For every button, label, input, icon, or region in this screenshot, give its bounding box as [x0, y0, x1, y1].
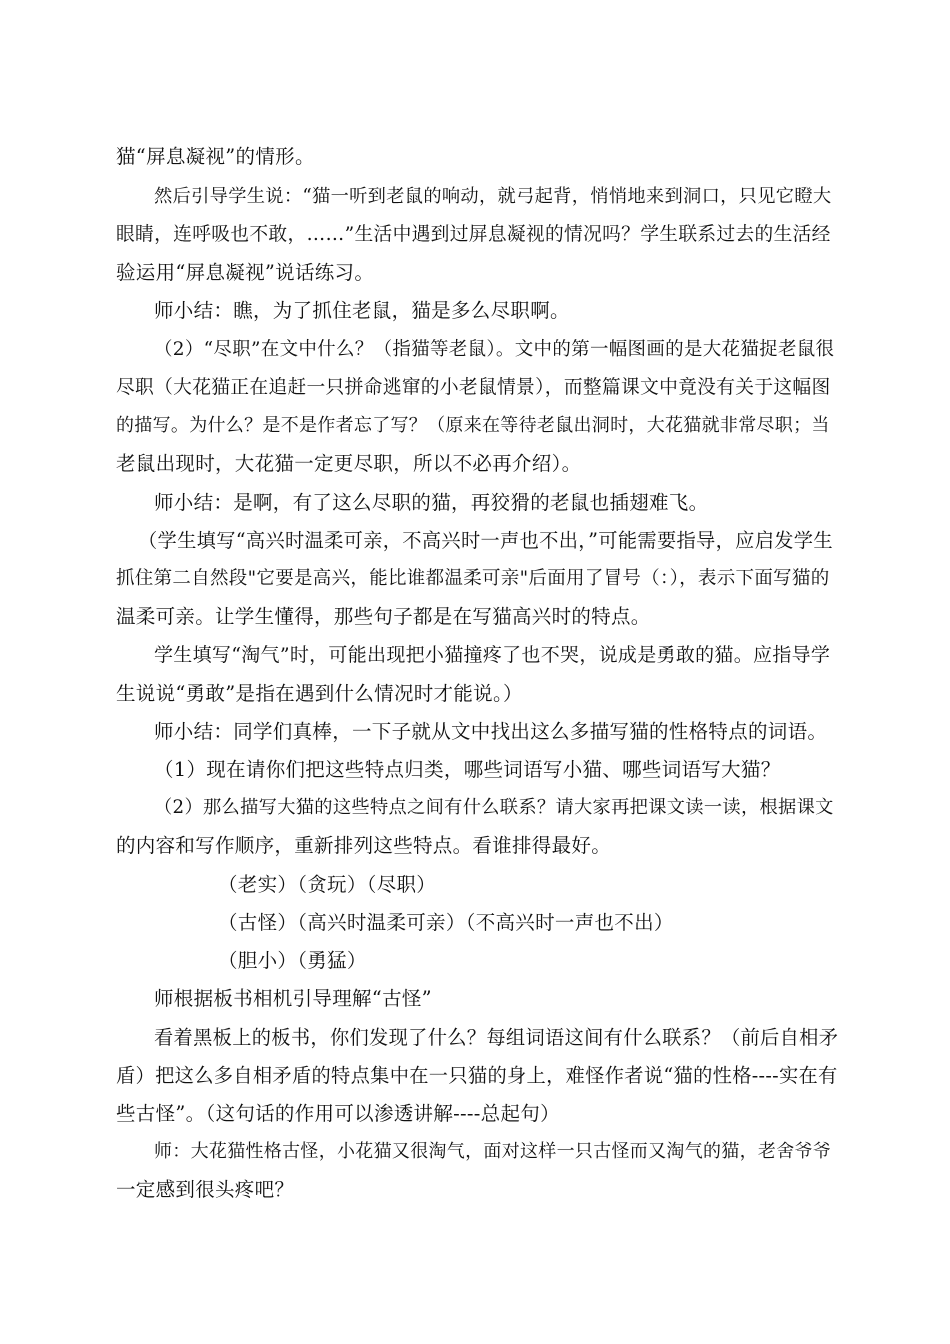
text-line: 师小结：是啊，有了这么尽职的猫，再狡猾的老鼠也插翅难飞。 [154, 491, 709, 514]
text-line: （1）现在请你们把这些特点归类，哪些词语写小猫、哪些词语写大猫？ [154, 758, 781, 781]
text-line: 然后引导学生说：“猫一听到老鼠的响动，就弓起背，悄悄地来到洞口，只见它瞪大 [154, 186, 832, 207]
text-line: （2）“尽职”在文中什么？（指猫等老鼠）。文中的第一幅图画的是大花猫捉老鼠很 [154, 339, 835, 360]
text-line: （古怪）（高兴时温柔可亲）（不高兴时一声也不出） [218, 911, 674, 934]
text-line: 眼睛，连呼吸也不敢，……”生活中遇到过屏息凝视的情况吗？学生联系过去的生活经 [116, 224, 831, 245]
text-line: 温柔可亲。让学生懂得，那些句子都是在写猫高兴时的特点。 [116, 605, 651, 628]
text-line: 看着黑板上的板书，你们发现了什么？每组词语这间有什么联系？（前后自相矛 [154, 1026, 839, 1049]
text-line: 师小结：同学们真棒，一下子就从文中找出这么多描写猫的性格特点的词语。 [154, 720, 828, 743]
text-line: 生说说“勇敢”是指在遇到什么情况时才能说。） [116, 682, 523, 705]
text-line: 一定感到很头疼吧？ [116, 1178, 295, 1201]
text-line: （2）那么描写大猫的这些特点之间有什么联系？请大家再把课文读一读，根据课文 [154, 797, 834, 818]
text-line: 老鼠出现时，大花猫一定更尽职，所以不必再介绍）。 [116, 452, 582, 475]
text-line: 猫“屏息凝视”的情形。 [116, 145, 315, 168]
text-line: 尽职（大花猫正在追赶一只拼命逃窜的小老鼠情景），而整篇课文中竟没有关于这幅图 [116, 377, 831, 398]
text-line: 的内容和写作顺序，重新排列这些特点。看谁排得最好。 [116, 834, 612, 857]
text-line: 师：大花猫性格古怪，小花猫又很淘气，面对这样一只古怪而又淘气的猫，老舍爷爷 [154, 1141, 832, 1162]
text-line: 师根据板书相机引导理解“古怪” [154, 987, 432, 1010]
text-line: 师小结：瞧，为了抓住老鼠，猫是多么尽职啊。 [154, 299, 570, 322]
text-line: （学生填写“高兴时温柔可亲，不高兴时一声也不出，”可能需要指导，应启发学生 [138, 529, 833, 552]
text-line: （胆小）（勇猛） [218, 949, 367, 972]
text-line: 些古怪”。（这句话的作用可以渗透讲解----总起句） [116, 1102, 560, 1125]
text-line: 验运用“屏息凝视”说话练习。 [116, 261, 375, 284]
text-line: 的描写。为什么？是不是作者忘了写？（原来在等待老鼠出洞时，大花猫就非常尽职；当 [116, 415, 830, 436]
text-line: 抓住第二自然段"它要是高兴，能比谁都温柔可亲"后面用了冒号（：），表示下面写猫的 [116, 568, 830, 589]
text-line: 盾）把这么多自相矛盾的特点集中在一只猫的身上，难怪作者说“猫的性格----实在有 [116, 1064, 838, 1087]
text-line: （老实）（贪玩）（尽职） [218, 873, 437, 896]
text-line: 学生填写“淘气”时，可能出现把小猫撞疼了也不哭，说成是勇敢的猫。应指导学 [154, 644, 831, 666]
